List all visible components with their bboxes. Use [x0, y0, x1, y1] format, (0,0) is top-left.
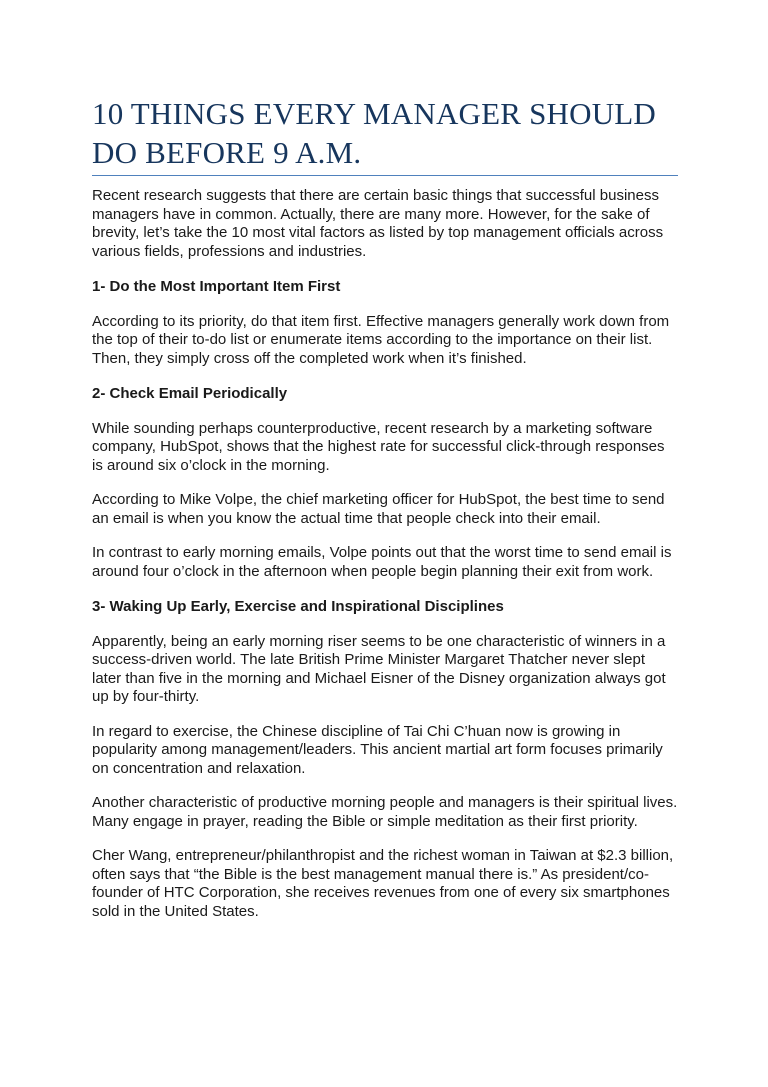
section-3-paragraph-2: In regard to exercise, the Chinese discipline of Tai Chi C’huan now is growing in popularity among management/leaders. This ancient martial art form focuses primarily on concentration and relaxation. [92, 722, 663, 777]
section-3-paragraph-4: Cher Wang, entrepreneur/philanthropist and the richest woman in Taiwan at $2.3 billion, often says that “the Bible is the best management manual there is.” As president/co-founder of HTC Corporation, she receives revenues from one of every six smartphones sold in the United States. [92, 847, 674, 920]
section-2-paragraph-3: In contrast to early morning emails, Volpe points out that the worst time to send email is around four o’clock in the afternoon when people begin planning their exit from work. [92, 544, 672, 580]
document-page [92, 94, 678, 921]
title-divider [92, 175, 678, 176]
section-heading-3: 3- Waking Up Early, Exercise and Inspirational Disciplines [92, 598, 504, 615]
section-2-paragraph-2: According to Mike Volpe, the chief marketing officer for HubSpot, the best time to send an email is when you know the actual time that people check into their email. [92, 491, 665, 527]
section-heading-1: 1- Do the Most Important Item First [92, 278, 341, 295]
section-3-paragraph-3: Another characteristic of productive morning people and managers is their spiritual lives. Many engage in prayer, reading the Bible or simple meditation as their first priority. [92, 794, 678, 830]
section-heading-2: 2- Check Email Periodically [92, 385, 288, 402]
section-2-paragraph-1: While sounding perhaps counterproductive, recent research by a marketing software company, HubSpot, shows that the highest rate for successful click-through responses is around six o’clock in the morning. [92, 419, 665, 474]
page-title: 10 THINGS EVERY MANAGER SHOULD DO BEFORE 9 A.M. [92, 96, 657, 170]
section-3-paragraph-1: Apparently, being an early morning riser seems to be one characteristic of winners in a success-driven world. The late British Prime Minister Margaret Thatcher never slept later than five in the morning and Michael Eisner of the Disney organization always got up by four-thirty. [92, 632, 666, 705]
intro-paragraph: Recent research suggests that there are certain basic things that successful business managers have in common. Actually, there are many more. However, for the sake of brevity, let’s take the 10 most vital factors as listed by top management officials across various fields, professions and industries. [92, 187, 664, 260]
section-1-paragraph-1: According to its priority, do that item first. Effective managers generally work down from the top of their to-do list or enumerate items according to the importance on their list. Then, they simply cross off the completed work when it’s finished. [92, 312, 670, 367]
